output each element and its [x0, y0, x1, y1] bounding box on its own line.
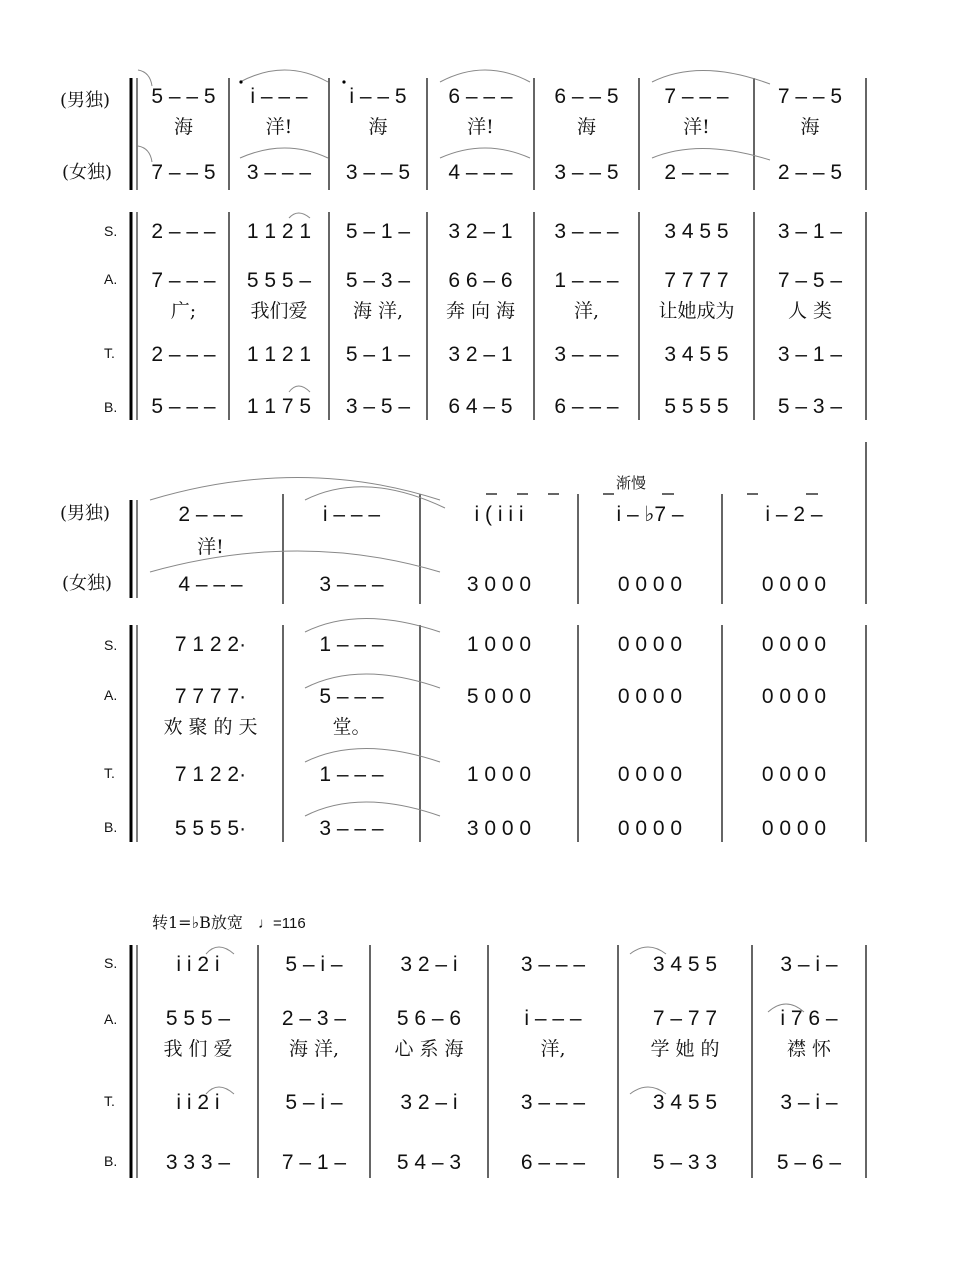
- male-solo-measure: 2 – – –: [178, 503, 243, 526]
- soprano-measure: i i 2 i: [176, 953, 220, 976]
- soprano-label: S.: [104, 223, 118, 239]
- tenor-measure: 3 2 – 1: [448, 343, 513, 366]
- tenor-label: T.: [104, 345, 115, 361]
- soprano-label: S.: [104, 637, 118, 653]
- alto-measure: 5 – 3 –: [345, 269, 411, 292]
- male-solo-label: (男独): [60, 90, 111, 111]
- male-solo-measure: i ( i i i: [474, 503, 524, 526]
- alto-measure: 5 0 0 0: [466, 685, 532, 708]
- male-solo-measure: i – ♭7 –: [616, 503, 684, 526]
- soprano-label: S.: [104, 955, 118, 971]
- alto-measure: 2 – 3 –: [281, 1007, 347, 1030]
- female-solo-measure: 0 0 0 0: [761, 573, 827, 596]
- tenor-measure: 5 – 1 –: [345, 343, 411, 366]
- alto-lyric: 欢 聚 的 天: [163, 716, 258, 738]
- soprano-measure: 1 1 2 1: [246, 220, 312, 243]
- tenor-measure: 3 4 5 5: [652, 1091, 718, 1114]
- alto-measure: 5 5 5 –: [246, 269, 312, 292]
- male-solo-lyric: 洋!: [683, 116, 710, 138]
- bass-measure: 6 – – –: [554, 395, 619, 418]
- bass-measure: 5 5 5 5·: [174, 817, 247, 840]
- tenor-measure: i i 2 i: [176, 1091, 220, 1114]
- male-solo-lyric: 海: [800, 116, 820, 138]
- male-solo-measure: 7 – – –: [664, 85, 729, 108]
- soprano-measure: 3 – – –: [520, 953, 586, 976]
- bass-label: B.: [104, 1153, 118, 1169]
- bass-measure: 0 0 0 0: [761, 817, 827, 840]
- bass-measure: 3 3 3 –: [165, 1151, 231, 1174]
- bass-measure: 5 – 3 –: [777, 395, 843, 418]
- tenor-measure: 1 0 0 0: [466, 763, 532, 786]
- soprano-measure: 3 2 – 1: [448, 220, 513, 243]
- female-solo-measure: 4 – – –: [448, 161, 513, 184]
- bass-measure: 5 – – –: [151, 395, 216, 418]
- male-solo-measure: 6 – – 5: [554, 85, 619, 108]
- soprano-measure: 3 – i –: [780, 953, 838, 976]
- male-solo-lyric: 海: [576, 116, 597, 138]
- alto-lyric: 奔 向 海: [445, 300, 516, 322]
- female-solo-measure: 3 – – 5: [554, 161, 619, 184]
- alto-label: A.: [104, 1011, 118, 1027]
- alto-measure: 6 6 – 6: [448, 269, 513, 292]
- male-solo-lyric: 海: [368, 116, 388, 138]
- bass-label: B.: [104, 819, 118, 835]
- tenor-measure: 3 – – –: [520, 1091, 586, 1114]
- male-solo-measure: 7 – – 5: [777, 85, 843, 108]
- tenor-label: T.: [104, 765, 115, 781]
- tenor-measure: 7 1 2 2·: [174, 763, 247, 786]
- female-solo-measure: 3 – – –: [319, 573, 384, 596]
- soprano-measure: 1 0 0 0: [466, 633, 532, 656]
- soprano-measure: 3 – – –: [554, 220, 619, 243]
- male-solo-measure: 6 – – –: [448, 85, 513, 108]
- male-solo-label: (男独): [60, 503, 111, 524]
- bass-measure: 6 4 – 5: [448, 395, 513, 418]
- tenor-measure: 5 – i –: [285, 1091, 343, 1114]
- bass-measure: 1 1 7 5: [246, 395, 312, 418]
- alto-lyric: 洋,: [573, 300, 600, 322]
- male-solo-lyric: 洋!: [265, 116, 293, 138]
- bass-measure: 5 5 5 5: [664, 395, 729, 418]
- female-solo-measure: 3 – – –: [246, 161, 312, 184]
- alto-lyric: 洋,: [540, 1038, 566, 1060]
- soprano-measure: 3 2 – i: [400, 953, 458, 976]
- male-solo-measure: i – – –: [322, 503, 381, 526]
- tenor-measure: 3 – – –: [554, 343, 619, 366]
- soprano-measure: 0 0 0 0: [617, 633, 683, 656]
- tempo-marking: 渐慢: [616, 474, 647, 492]
- soprano-measure: 3 – 1 –: [777, 220, 843, 243]
- alto-lyric: 堂。: [332, 716, 371, 738]
- female-solo-label: (女独): [62, 573, 113, 594]
- female-solo-measure: 4 – – –: [178, 573, 243, 596]
- bass-measure: 5 – 6 –: [776, 1151, 842, 1174]
- tenor-measure: 0 0 0 0: [761, 763, 827, 786]
- alto-measure: 5 5 5 –: [165, 1007, 231, 1030]
- alto-measure: 5 6 – 6: [396, 1007, 462, 1030]
- soprano-measure: 1 – – –: [319, 633, 384, 656]
- bass-measure: 7 – 1 –: [281, 1151, 347, 1174]
- tenor-measure: 2 – – –: [151, 343, 216, 366]
- male-solo-measure: 5 – – 5: [151, 85, 216, 108]
- tenor-measure: 3 4 5 5: [664, 343, 729, 366]
- alto-lyric: 我们爱: [250, 300, 308, 322]
- tenor-measure: 1 – – –: [319, 763, 384, 786]
- female-solo-measure: 7 – – 5: [151, 161, 216, 184]
- soprano-measure: 7 1 2 2·: [174, 633, 247, 656]
- tenor-measure: 3 – 1 –: [777, 343, 843, 366]
- male-solo-measure: i – – 5: [349, 85, 407, 108]
- key-change-marking: 转1=♭B放宽: [152, 913, 243, 932]
- bass-measure: 5 4 – 3: [396, 1151, 462, 1174]
- female-solo-measure: 0 0 0 0: [617, 573, 683, 596]
- alto-lyric: 人 类: [787, 300, 833, 322]
- soprano-measure: 3 4 5 5: [664, 220, 729, 243]
- tenor-measure: 1 1 2 1: [246, 343, 312, 366]
- male-solo-measure: i – 2 –: [765, 503, 823, 526]
- female-solo-measure: 3 – – 5: [345, 161, 411, 184]
- male-solo-measure: i – – –: [250, 85, 308, 108]
- alto-measure: 7 – 7 7: [652, 1007, 718, 1030]
- soprano-measure: 3 4 5 5: [652, 953, 718, 976]
- alto-label: A.: [104, 271, 118, 287]
- female-solo-label: (女独): [62, 162, 113, 183]
- alto-measure: 7 7 7 7: [664, 269, 729, 292]
- alto-lyric: 我 们 爱: [163, 1038, 233, 1060]
- male-solo-lyric: 洋!: [197, 536, 224, 558]
- bass-measure: 3 – – –: [319, 817, 384, 840]
- alto-measure: 1 – – –: [554, 269, 619, 292]
- alto-lyric: 学 她 的: [650, 1038, 720, 1060]
- alto-lyric: 心 系 海: [394, 1038, 464, 1060]
- female-solo-measure: 2 – – –: [664, 161, 729, 184]
- alto-label: A.: [104, 687, 118, 703]
- alto-measure: 7 – – –: [151, 269, 216, 292]
- alto-lyric: 襟 怀: [786, 1038, 832, 1060]
- alto-measure: 7 7 7 7·: [174, 685, 247, 708]
- female-solo-measure: 2 – – 5: [777, 161, 843, 184]
- tenor-measure: 3 2 – i: [400, 1091, 458, 1114]
- alto-measure: 5 – – –: [319, 685, 384, 708]
- soprano-measure: 5 – 1 –: [345, 220, 411, 243]
- alto-measure: 0 0 0 0: [761, 685, 827, 708]
- alto-measure: 0 0 0 0: [617, 685, 683, 708]
- male-solo-lyric: 海: [173, 116, 194, 138]
- bass-measure: 6 – – –: [520, 1151, 586, 1174]
- alto-lyric: 海 洋,: [288, 1038, 340, 1060]
- tempo-metronome: ♩=116: [258, 915, 306, 932]
- alto-measure: i 7 6 –: [780, 1007, 838, 1030]
- alto-measure: 7 – 5 –: [777, 269, 843, 292]
- tenor-label: T.: [104, 1093, 115, 1109]
- bass-measure: 3 0 0 0: [466, 817, 532, 840]
- alto-measure: i – – –: [524, 1007, 582, 1030]
- female-solo-measure: 3 0 0 0: [466, 573, 532, 596]
- bass-measure: 0 0 0 0: [617, 817, 683, 840]
- alto-lyric: 让她成为: [658, 300, 735, 322]
- male-solo-lyric: 洋!: [467, 116, 494, 138]
- soprano-measure: 0 0 0 0: [761, 633, 827, 656]
- tenor-measure: 3 – i –: [780, 1091, 838, 1114]
- alto-lyric: 广;: [170, 300, 197, 322]
- bass-measure: 5 – 3 3: [652, 1151, 718, 1174]
- alto-lyric: 海 洋,: [352, 300, 404, 322]
- soprano-measure: 2 – – –: [151, 220, 216, 243]
- bass-measure: 3 – 5 –: [345, 395, 411, 418]
- tenor-measure: 0 0 0 0: [617, 763, 683, 786]
- bass-label: B.: [104, 399, 118, 415]
- soprano-measure: 5 – i –: [285, 953, 343, 976]
